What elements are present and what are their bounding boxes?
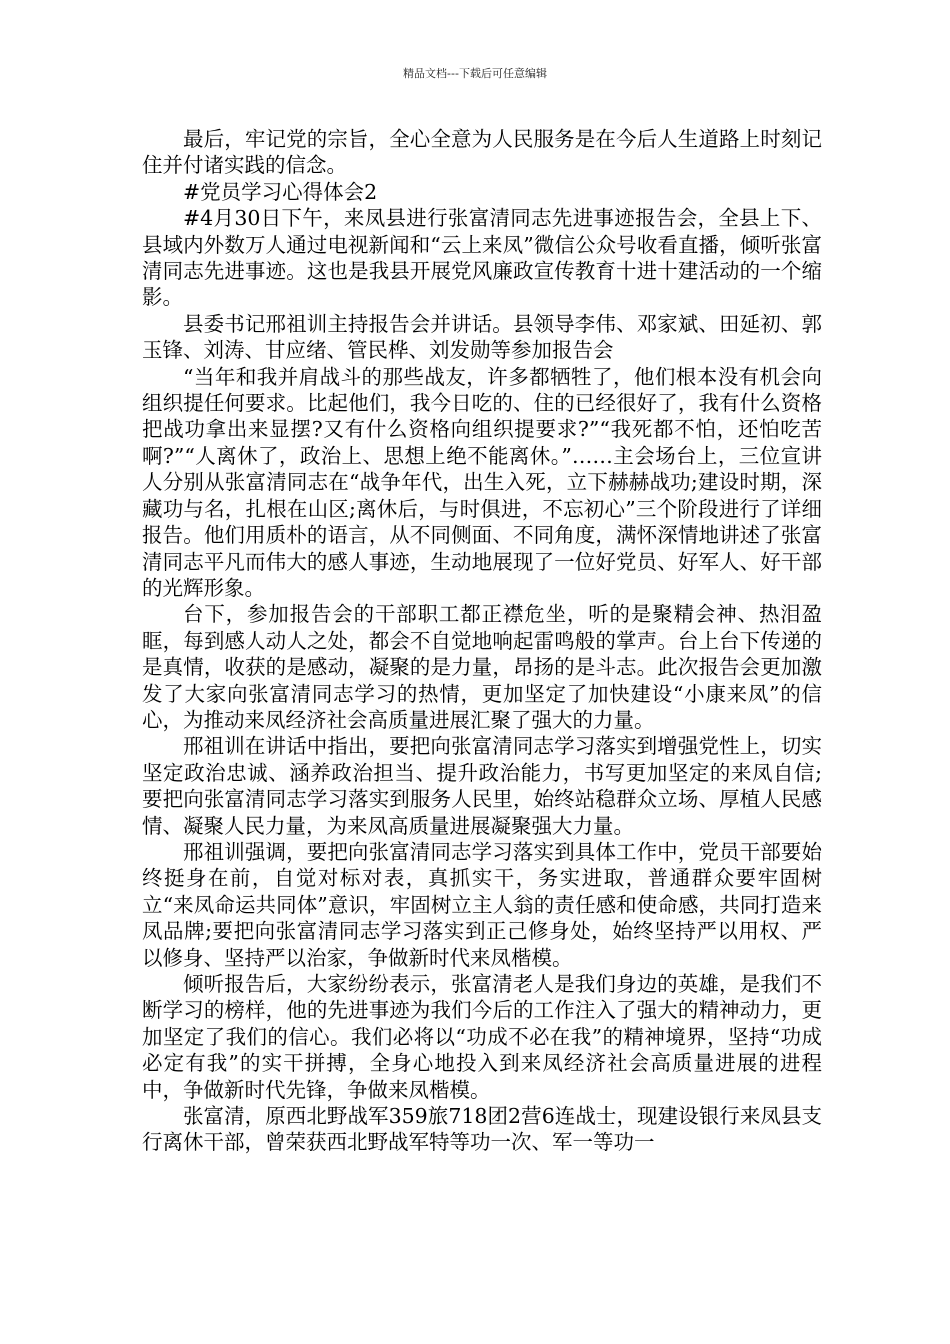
paragraph-host: 县委书记邢祖训主持报告会并讲话。县领导李伟、邓家斌、田延初、郭玉锋、刘涛、甘应绪、管民桦、刘发勋等参加报告会 [142, 311, 822, 363]
paragraph-closing: 最后，牢记党的宗旨，全心全意为人民服务是在今后人生道路上时刻记住并付诸实践的信念。 [142, 127, 822, 178]
document-body [142, 126, 822, 1156]
section-heading: #党员学习心得体会2 [183, 179, 378, 204]
paragraph-speech: 邢祖训在讲话中指出，要把向张富清同志学习落实到增强党性上，切实坚定政治忠诚、涵养政治担当、提升政治能力，书写更加坚定的来凤自信;要把向张富清同志学习落实到服务人民里，始终站稳群众立场、厚植人民感情、凝聚人民力量，为来凤高质量进展凝聚强大力量。 [142, 734, 822, 838]
paragraph-intro: #4月30日下午，来凤县进行张富清同志先进事迹报告会，全县上下、县域内外数万人通过电视新闻和“云上来凤”微信公众号收看直播，倾听张富清同志先进事迹。这也是我县开展党风廉政宣传教育十进十建活动的一个缩影。 [142, 206, 822, 310]
paragraph-response: 倾听报告后，大家纷纷表示，张富清老人是我们身边的英雄，是我们不断学习的榜样，他的先进事迹为我们今后的工作注入了强大的精神动力，更加坚定了我们的信心。我们必将以“功成不必在我”的精神境界，坚持“功成必定有我”的实干拼搏，全身心地投入到来凤经济社会高质量进展的进程中，争做新时代先锋，争做来凤楷模。 [142, 972, 822, 1102]
paragraph-quote: “当年和我并肩战斗的那些战友，许多都牺牲了，他们根本没有机会向组织提任何要求。比起他们，我今日吃的、住的已经很好了，我有什么资格把战功拿出来显摆?又有什么资格向组织提要求?”“我死都不怕，还怕吃苦啊?”“人离休了，政治上、思想上绝不能离休。”……主会场台上，三位宣讲人分别从张富清同志在“战争年代，出生入死，立下赫赫战功;建设时期，深藏功与名，扎根在山区;离休后，与时俱进，不忘初心”三个阶段进行了详细报告。他们用质朴的语言，从不同侧面、不同角度，满怀深情地讲述了张富清同志平凡而伟大的感人事迹，生动地展现了一位好党员、好军人、好干部的光辉形象。 [142, 364, 822, 600]
paragraph-emphasis: 邢祖训强调，要把向张富清同志学习落实到具体工作中，党员干部要始终挺身在前，自觉对标对表，真抓实干，务实进取，普通群众要牢固树立“来凤命运共同体”意识，牢固树立主人翁的责任感和使命感，共同打造来凤品牌;要把向张富清同志学习落实到正己修身处，始终坚持严以用权、严以修身、坚持严以治家，争做新时代来凤楷模。 [142, 839, 822, 970]
paragraph-audience: 台下，参加报告会的干部职工都正襟危坐，听的是聚精会神、热泪盈眶，每到感人动人之处，都会不自觉地响起雷鸣般的掌声。台上台下传递的是真情，收获的是感动，凝聚的是力量，昂扬的是斗志。此次报告会更加激发了大家向张富清同志学习的热情，更加坚定了加快建设“小康来凤”的信心，为推动来凤经济社会高质量进展汇聚了强大的力量。 [142, 602, 822, 732]
paragraph-biography: 张富清，原西北野战军359旅718团2营6连战士，现建设银行来凤县支行离休干部，曾荣获西北野战军特等功一次、军一等功一 [142, 1104, 822, 1155]
header-note: 精品文档---下载后可任意编辑 [403, 67, 547, 80]
